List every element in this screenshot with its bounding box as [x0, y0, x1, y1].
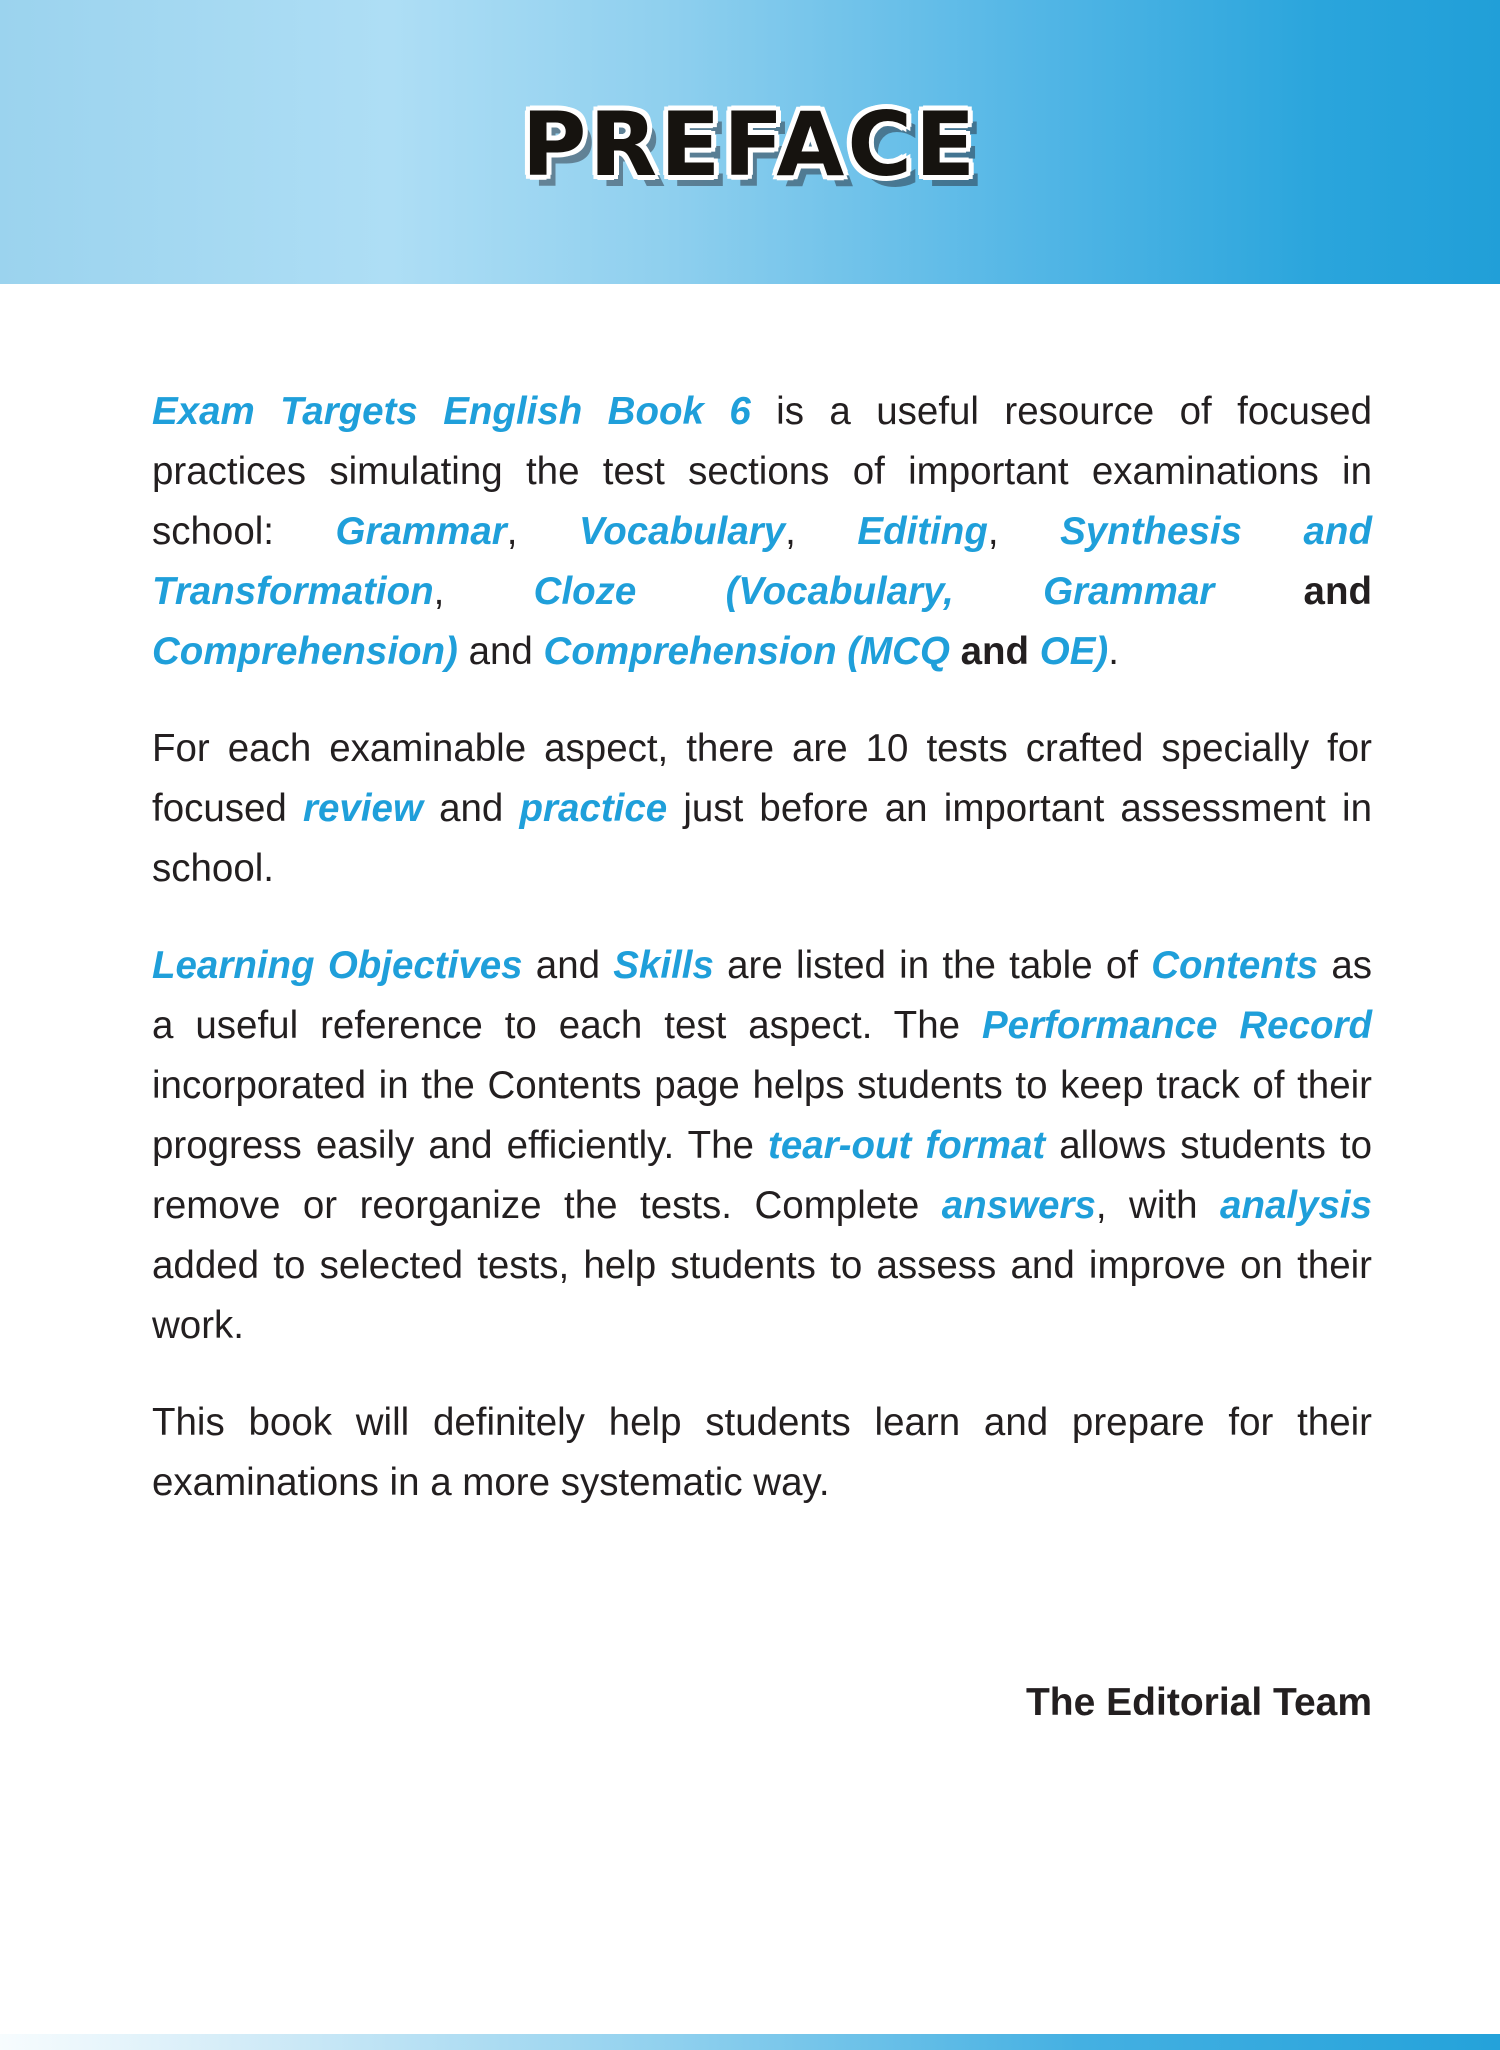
bottom-strip	[0, 2034, 1500, 2050]
text-segment	[1029, 630, 1040, 673]
highlighted-phrase: Synthesis and Transformation	[152, 510, 1372, 613]
highlighted-phrase: practice	[519, 787, 668, 830]
text-segment: .	[1108, 630, 1119, 673]
paragraph	[152, 936, 1372, 1356]
highlighted-phrase: Editing	[857, 510, 988, 553]
highlighted-phrase: Vocabulary	[579, 510, 786, 553]
text-segment: as a useful reference to each test aspect. The	[152, 944, 1372, 1047]
paragraph	[152, 382, 1372, 682]
highlighted-phrase: Grammar	[335, 510, 507, 553]
highlighted-phrase: Skills	[613, 944, 714, 987]
paragraph	[152, 719, 1372, 899]
text-segment: are listed in the table of	[713, 944, 1152, 987]
text-segment: ,	[433, 570, 534, 613]
paragraph	[152, 1393, 1372, 1513]
highlighted-phrase: Contents	[1151, 944, 1319, 987]
highlighted-phrase: Cloze (Vocabulary, Grammar	[533, 570, 1304, 613]
text-segment: and	[422, 787, 520, 830]
text-segment: allows students to remove or reorganize the tests. Complete	[152, 1124, 1372, 1227]
preface-body	[0, 284, 1500, 1513]
highlighted-phrase: OE)	[1039, 630, 1109, 673]
text-segment: is a useful resource of focused practices simulating the test sections of important examinations in school:	[152, 390, 1372, 553]
highlighted-phrase: review	[303, 787, 423, 830]
highlighted-phrase: Exam Targets English Book 6	[152, 390, 751, 433]
text-segment: For each examinable aspect, there are 10 tests crafted specially for focused	[152, 727, 1372, 830]
signature: The Editorial Team	[1025, 1681, 1372, 1724]
text-segment: , with	[1095, 1184, 1221, 1227]
text-segment: and	[457, 630, 544, 673]
highlighted-phrase: Comprehension)	[152, 630, 458, 673]
highlighted-phrase: tear-out format	[768, 1124, 1046, 1167]
text-segment: and	[522, 944, 614, 987]
highlighted-phrase: Learning Objectives	[152, 944, 523, 987]
highlighted-phrase: analysis	[1220, 1184, 1373, 1227]
text-segment: added to selected tests, help students to assess and improve on their work.	[152, 1244, 1372, 1347]
text-segment: ,	[506, 510, 579, 553]
text-segment: This book will definitely help students learn and prepare for their examinations in a more systematic way.	[152, 1401, 1372, 1504]
text-segment: incorporated in the Contents page helps students to keep track of their progress easily and efficiently. The	[152, 1064, 1372, 1167]
highlighted-phrase: Performance Record	[982, 1004, 1372, 1047]
header-band	[0, 0, 1500, 284]
highlighted-phrase: Comprehension (MCQ	[543, 630, 961, 673]
text-segment: just before an important assessment in school.	[152, 787, 1372, 890]
text-segment: ,	[785, 510, 858, 553]
text-segment: and	[1303, 570, 1372, 613]
text-segment: and	[960, 630, 1030, 673]
page-title: PREFACE	[521, 92, 979, 196]
highlighted-phrase: answers	[941, 1184, 1096, 1227]
text-segment: ,	[987, 510, 1061, 553]
